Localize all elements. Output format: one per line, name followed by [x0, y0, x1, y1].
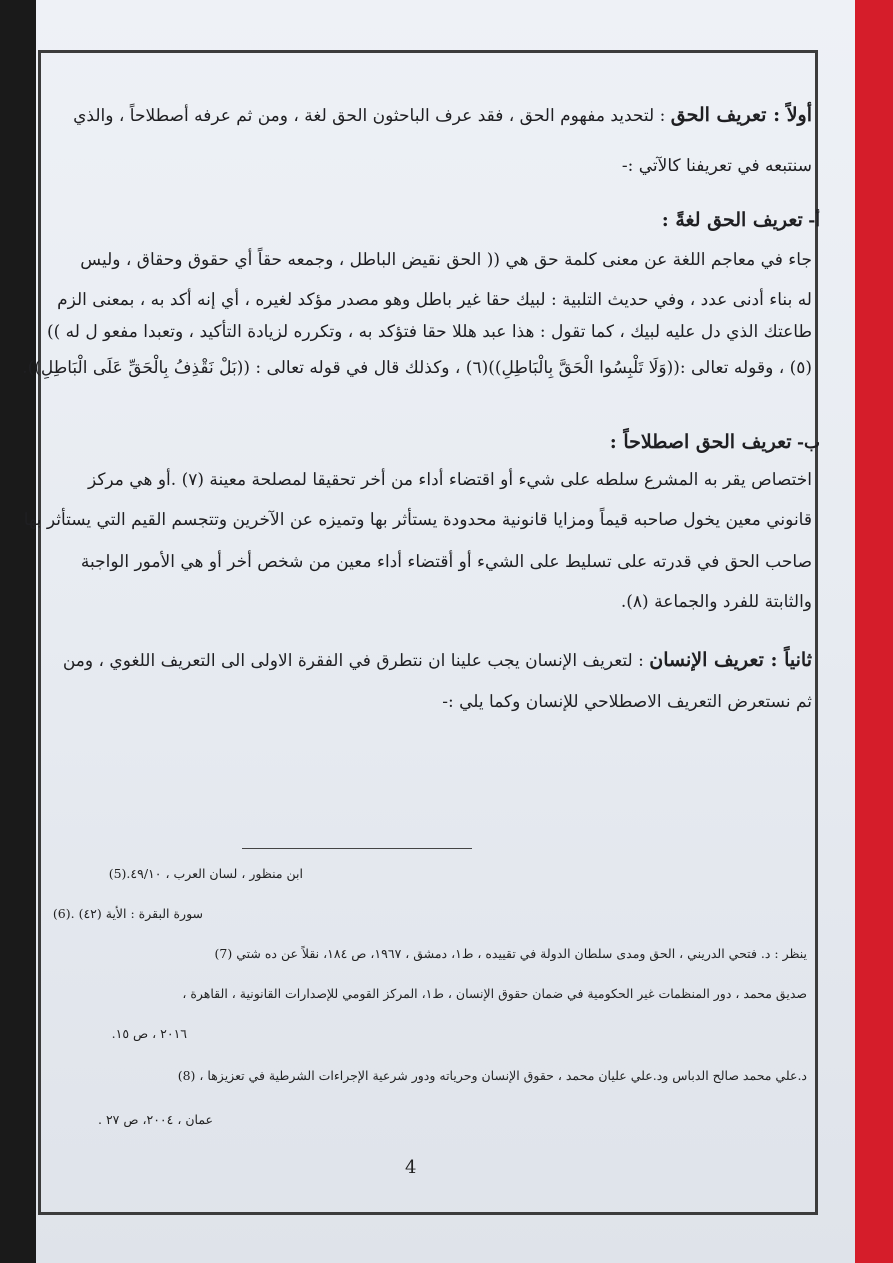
sub-b-line-4: والثابتة للفرد والجماعة (٨). [620, 592, 812, 612]
sub-a-line-2: له بناء أدنى عدد ، وفي حديث التلبية : لبيك حقا غير باطل وهو مصدر مؤكد لغيره ، أي إنه أكد به ، بمعنى الزم [57, 290, 812, 310]
footnote-8-line2: عمان ، ٢٠٠٤، ص ٢٧ . [98, 1112, 213, 1127]
section2-line2: ثم نستعرض التعريف الاصطلاحي للإنسان وكما يلي :- [442, 692, 812, 712]
footnote-7-line1: ينظر : د. فتحي الدريني ، الحق ومدى سلطان الدولة في تقييده ، ط١، دمشق ، ١٩٦٧، ص ١٨٤، نقلاً عن ده شتي (7) [214, 946, 807, 961]
footnote-separator [242, 848, 472, 849]
footnote-7-line2: صديق محمد ، دور المنظمات غير الحكومية في ضمان حقوق الإنسان ، ط١، المركز القومي للإصدارات القانونية ، القاهرة ، [182, 986, 807, 1001]
sub-b-title: تعريف الحق اصطلاحاً : [609, 431, 792, 453]
footnote-5: ابن منظور ، لسان العرب ، ٤٩/١٠.(5) [108, 866, 303, 881]
section2-heading: ثانياً : تعريف الإنسان [649, 649, 812, 671]
sub-b-line-2: قانوني معين يخول صاحبه قيماً ومزايا قانونية محدودة يستأثر بها وتميزه عن الآخرين وتتجسم القيم التي يستأثر بها [23, 510, 812, 530]
section2-line1: : لتعريف الإنسان يجب علينا ان نتطرق في الفقرة الاولى الى التعريف اللغوي ، ومن [62, 651, 644, 671]
section1-intro2: سنتبعه في تعريفنا كالآتي :- [621, 156, 812, 176]
sub-a-line-3: طاعتك الذي دل عليه لبيك ، كما تقول : هذا عبد هللا حقا فتؤكد به ، وتكرره لزيادة التأكيد ، وتعبدا مفعو ل له )) [47, 322, 812, 342]
section1-intro: : لتحديد مفهوم الحق ، فقد عرف الباحثون الحق لغة ، ومن ثم عرفه أصطلاحاً ، والذي [73, 106, 666, 126]
sub-b-label: ب- [796, 433, 820, 453]
section1-heading: أولاً : تعريف الحق [670, 104, 812, 126]
footnote-7-line3: ٢٠١٦ ، ص ١٥. [111, 1026, 187, 1041]
sub-b-line-1: اختصاص يقر به المشرع سلطه على شيء أو اقتضاء أداء من أخر تحقيقا لمصلحة معينة (٧) .أو هي مركز [87, 470, 812, 490]
sub-a-label: أ- [808, 211, 820, 231]
section1-heading-line [73, 103, 812, 128]
sub-a-title-line [662, 208, 820, 233]
footnote-8-line1: د.علي محمد صالح الدباس ود.علي عليان محمد ، حقوق الإنسان وحرياته ودور شرعية الإجراءات الشرطية في تعزيزها ، (8) [177, 1068, 807, 1083]
section2-heading-line [63, 648, 812, 673]
sub-b-title-line [610, 430, 820, 455]
sub-a-line-4: (٥) ، وقوله تعالى :((وَلَا تَلْبِسُوا الْحَقَّ بِالْبَاطِلِ))(٦) ، وكذلك قال في قوله تعالى : ((بَلْ نَقْذِفُ بِالْحَقِّ عَلَى الْبَاطِلِ)). [22, 358, 812, 378]
footnote-6: سورة البقرة : الأية (٤٢) .(6) [52, 906, 203, 921]
sub-a-line-1: جاء في معاجم اللغة عن معنى كلمة حق هي (( الحق نقيض الباطل ، وجمعه حقاً أي حقوق وحقاق ، وليس [80, 250, 812, 270]
sub-a-title: تعريف الحق لغةً : [661, 209, 803, 231]
sub-b-line-3: صاحب الحق في قدرته على تسليط على الشيء أو أقتضاء أداء معين من شخص أخر أو هي الأمور الواجبة [80, 552, 812, 572]
page-number: 4 [405, 1157, 417, 1178]
